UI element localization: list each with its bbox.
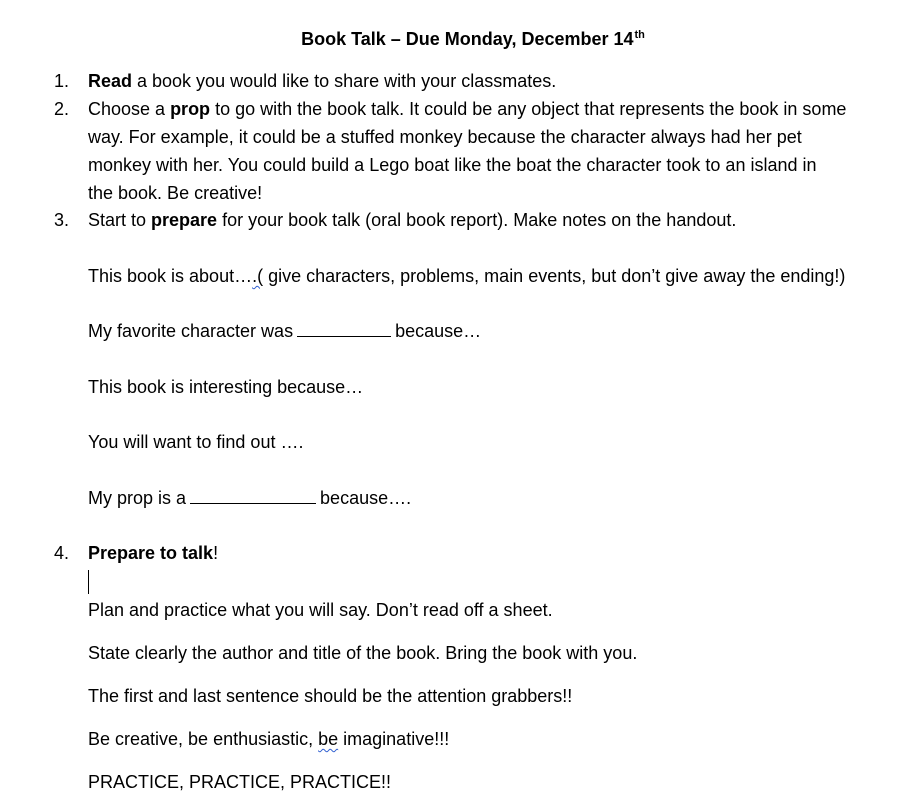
tip-creative-pre: Be creative, be enthusiastic, [88,729,319,749]
item4-rest: ! [213,543,219,563]
bold-read: Read [88,71,133,91]
prompt-about [88,262,845,290]
list-text-1 [88,67,918,95]
list-text-3 [88,206,918,234]
list-number-2: 2. [54,99,70,119]
blank-line-character [297,322,391,337]
document-title [0,26,923,55]
blank-line-prop [190,489,316,504]
bold-prepare: prepare [151,210,218,230]
item3-pre: Start to [88,210,152,230]
item1-rest: a book you would like to share with your classmates. [132,71,557,91]
tip-creative [88,725,449,753]
prompt-prop-post: because…. [320,488,412,508]
tip-creative-rest: imaginative!!! [338,729,450,749]
item2-pre: Choose a [88,99,171,119]
item3-rest: for your book talk (oral book report). Make notes on the handout. [217,210,737,230]
spelling-squiggle-about: .( [252,266,264,286]
item2-line-3: monkey with her. You could build a Lego boat like the boat the character took to an island in [88,155,817,175]
tip-plan: Plan and practice what you will say. Don’t read off a sheet. [88,600,553,620]
text-cursor[interactable] [88,570,89,594]
tip-first-last: The first and last sentence should be the attention grabbers!! [88,686,573,706]
prompt-favorite-pre: My favorite character was [88,321,294,341]
item2-line-1 [88,95,918,123]
spelling-squiggle-be: be [318,729,339,749]
list-number-4: 4. [54,543,70,563]
bold-prop: prop [170,99,211,119]
title-superscript: th [634,29,645,41]
prompt-prop [88,484,411,512]
item2-line1-rest: to go with the book talk. It could be any object that represents the book in some [210,99,847,119]
prompt-about-rest: give characters, problems, main events, but don’t give away the ending!) [263,266,846,286]
list-number-3: 3. [54,210,70,230]
item2-line-4: the book. Be creative! [88,183,263,203]
prompt-interesting: This book is interesting because… [88,377,364,397]
prompt-about-pre: This book is about… [88,266,253,286]
prompt-prop-pre: My prop is a [88,488,187,508]
tip-state: State clearly the author and title of the book. Bring the book with you. [88,643,638,663]
list-number-1: 1. [54,71,70,91]
prompt-favorite-post: because… [395,321,482,341]
bold-prepare-to-talk: Prepare to talk [88,543,214,563]
item2-line-2: way. For example, it could be a stuffed monkey because the character always had her pet [88,127,802,147]
prompt-find-out: You will want to find out …. [88,432,304,452]
list-text-4 [88,539,918,567]
prompt-favorite-character [88,317,481,345]
tip-practice: PRACTICE, PRACTICE, PRACTICE!! [88,772,392,792]
title-text: Book Talk – Due Monday, December 14 [301,29,634,49]
